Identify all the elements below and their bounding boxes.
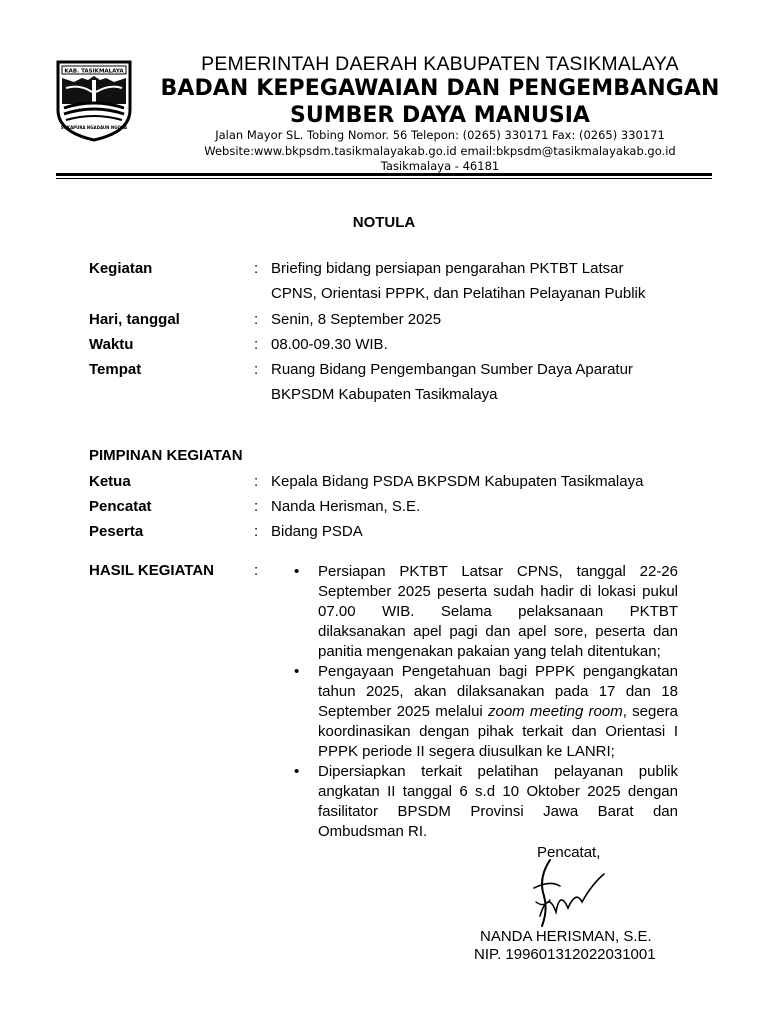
header-divider-thin	[56, 178, 712, 179]
tasikmalaya-logo	[52, 58, 136, 142]
hari-tanggal-value: Senin, 8 September 2025	[271, 311, 442, 328]
hasil-item-2-text	[318, 663, 678, 760]
colon: :	[254, 311, 259, 328]
kegiatan-value-line1: Briefing bidang persiapan pengarahan PKTBT Latsar	[271, 260, 624, 277]
colon: :	[254, 473, 259, 490]
bullet-icon	[294, 662, 299, 682]
pencatat-label: Pencatat	[89, 498, 152, 515]
hasil-item-2-after: , segera koordinasikan dengan pihak terkait dan Orientasi I PPPK periode II segera diusulkan ke LANRI;	[318, 703, 678, 760]
pimpinan-heading: PIMPINAN KEGIATAN	[89, 447, 243, 464]
handwritten-signature	[520, 850, 610, 930]
list-item	[294, 662, 678, 762]
ketua-label: Ketua	[89, 473, 131, 490]
colon: :	[254, 498, 259, 515]
header-agency-line1: BADAN KEPEGAWAIAN DAN PENGEMBANGAN	[160, 76, 720, 101]
list-item	[294, 762, 678, 842]
signature-role: Pencatat,	[537, 844, 601, 861]
hasil-item-3-text: Dipersiapkan terkait pelatihan pelayanan publik angkatan II tanggal 6 s.d 10 Oktober 2025 dengan fasilitator BPSDM Provinsi Jawa Barat dan Ombudsman RI.	[318, 763, 678, 840]
kegiatan-value-line2: CPNS, Orientasi PPPK, dan Pelatihan Pelayanan Publik	[271, 285, 646, 302]
ketua-value: Kepala Bidang PSDA BKPSDM Kabupaten Tasikmalaya	[271, 473, 644, 490]
tempat-value-line1: Ruang Bidang Pengembangan Sumber Daya Aparatur	[271, 361, 633, 378]
header-government: PEMERINTAH DAERAH KABUPATEN TASIKMALAYA	[201, 53, 679, 75]
tempat-value-line2: BKPSDM Kabupaten Tasikmalaya	[271, 386, 498, 403]
hasil-item-2-italic: zoom meeting room	[488, 703, 623, 720]
svg-text:KAB. TASIKMALAYA: KAB. TASIKMALAYA	[64, 68, 124, 75]
header-agency-line2: SUMBER DAYA MANUSIA	[290, 103, 590, 128]
kegiatan-label: Kegiatan	[89, 260, 153, 277]
colon: :	[254, 361, 259, 378]
header-website: Website:www.bkpsdm.tasikmalayakab.go.id email:bkpsdm@tasikmalayakab.go.id	[204, 144, 676, 158]
tempat-label: Tempat	[89, 361, 142, 378]
peserta-value: Bidang PSDA	[271, 523, 363, 540]
bullet-icon	[294, 562, 299, 582]
document-title: NOTULA	[352, 214, 416, 231]
hari-tanggal-label: Hari, tanggal	[89, 311, 180, 328]
header-divider-thick	[56, 173, 712, 176]
colon: :	[254, 523, 259, 540]
pencatat-value: Nanda Herisman, S.E.	[271, 498, 421, 515]
colon: :	[254, 336, 259, 353]
signature-name: NANDA HERISMAN, S.E.	[480, 928, 652, 945]
svg-text:SUKAPURA NGADAUN NGORA: SUKAPURA NGADAUN NGORA	[60, 125, 128, 130]
waktu-value: 08.00-09.30 WIB.	[271, 336, 388, 353]
hasil-list	[294, 562, 678, 842]
bullet-icon	[294, 762, 299, 782]
hasil-item-1-text: Persiapan PKTBT Latsar CPNS, tanggal 22-26 September 2025 peserta sudah hadir di lokasi pukul 07.00 WIB. Selama pelaksanaan PKTBT dilaksanakan apel pagi dan apel sore, peserta dan panitia mengenakan pakaian yang telah ditentukan;	[318, 563, 678, 660]
list-item	[294, 562, 678, 662]
colon: :	[254, 260, 259, 277]
colon: :	[254, 562, 259, 579]
waktu-label: Waktu	[89, 336, 134, 353]
header-address: Jalan Mayor SL. Tobing Nomor. 56 Telepon: (0265) 330171 Fax: (0265) 330171	[215, 128, 665, 142]
peserta-label: Peserta	[89, 523, 144, 540]
header-city: Tasikmalaya - 46181	[380, 159, 500, 173]
hasil-heading: HASIL KEGIATAN	[89, 562, 215, 579]
signature-nip: NIP. 199601312022031001	[474, 946, 656, 963]
hasil-item-2-before: Pengayaan Pengetahuan bagi PPPK pengangkatan tahun 2025, akan dilaksanakan pada 17 dan 18 September 2025 melalui	[318, 663, 678, 720]
